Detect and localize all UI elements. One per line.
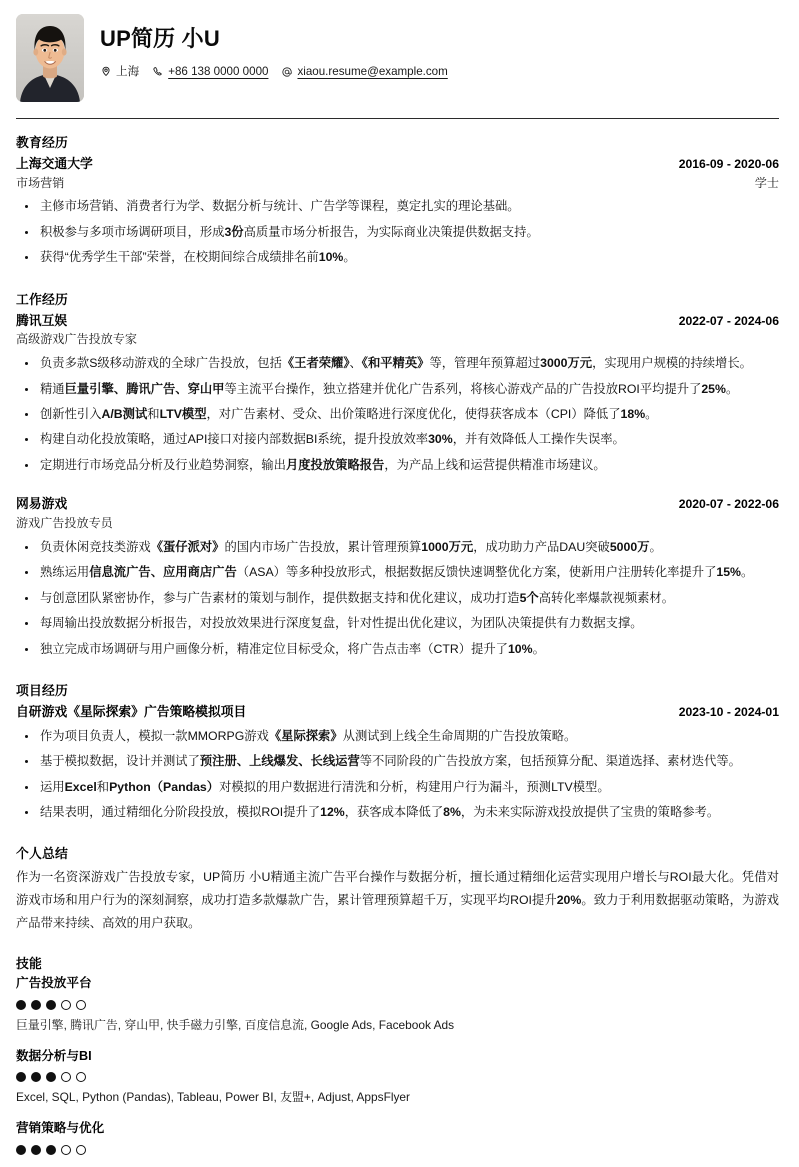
education-date: 2016-09 - 2020-06: [678, 156, 779, 171]
work-date: 2022-07 - 2024-06: [678, 313, 779, 328]
bullet-item: 负责休闲竞技类游戏《蛋仔派对》的国内市场广告投放，累计管理预算1000万元，成功助力产品DAU突破5000万。: [16, 538, 779, 557]
skill-level-dots: [16, 1072, 779, 1082]
contact-location: [100, 63, 139, 81]
project-bullets: [16, 727, 779, 823]
work-entry-tencent: [16, 311, 779, 476]
skill-level-dots: [16, 1000, 779, 1010]
work-role: 高级游戏广告投放专家: [16, 332, 137, 347]
page-title: UP简历 小U: [100, 26, 220, 51]
skill-level-dots: [16, 1145, 779, 1155]
skill-level-dot: [31, 1072, 41, 1082]
skill-level-dot: [16, 1000, 26, 1010]
contact-email-value[interactable]: xiaou.resume@example.com: [297, 65, 448, 79]
bullet-item: 精通巨量引擎、腾讯广告、穿山甲等主流平台操作，独立搭建并优化广告系列，将核心游戏产品的广告投放ROI平均提升了25%。: [16, 380, 779, 399]
skill-level-dot: [16, 1072, 26, 1082]
bullet-item: 熟练运用信息流广告、应用商店广告（ASA）等多种投放形式，根据数据反馈快速调整优化方案，使新用户注册转化率提升了15%。: [16, 563, 779, 582]
work-entry-sub: [16, 514, 779, 533]
bullet-item: 基于模拟数据，设计并测试了预注册、上线爆发、长线运营等不同阶段的广告投放方案，包括预算分配、渠道选择、素材迭代等。: [16, 752, 779, 771]
spacer: [16, 938, 779, 954]
skill-group-name: 营销策略与优化: [16, 1121, 105, 1136]
spacer: [16, 828, 779, 844]
skill-group: [16, 974, 779, 1034]
contact-location-value: 上海: [116, 65, 140, 79]
bullet-item: 定期进行市场竞品分析及行业趋势洞察，输出月度投放策略报告，为产品上线和运营提供精准市场建议。: [16, 456, 779, 475]
skill-level-dot: [31, 1000, 41, 1010]
contact-phone-value[interactable]: +86 138 0000 0000: [168, 65, 269, 79]
skill-group: [16, 1119, 779, 1155]
section-title-project: 项目经历: [16, 683, 68, 699]
education-entry-head: [16, 154, 779, 174]
project-date: 2023-10 - 2024-01: [678, 704, 779, 719]
work-entry-head: [16, 311, 779, 331]
bullet-item: 与创意团队紧密协作，参与广告素材的策划与制作，提供数据支持和优化建议，成功打造5个高转化率爆款视频素材。: [16, 589, 779, 608]
skill-items: Excel, SQL, Python (Pandas), Tableau, Power BI, 友盟+, Adjust, AppsFlyer: [16, 1090, 411, 1105]
section-skills: [16, 954, 779, 1155]
contact-phone[interactable]: [152, 63, 268, 81]
spacer: [16, 274, 779, 290]
section-title-work: 工作经历: [16, 291, 68, 307]
skill-level-dot: [16, 1145, 26, 1155]
bullet-item: 构建自动化投放策略，通过API接口对接内部数据BI系统，提升投放效率30%，并有效降低人工操作失误率。: [16, 430, 779, 449]
project-entry-head: [16, 702, 779, 722]
skill-level-dot: [46, 1145, 56, 1155]
bullet-item: 负责多款S级移动游戏的全球广告投放，包括《王者荣耀》、《和平精英》等，管理年预算超过3000万元，实现用户规模的持续增长。: [16, 354, 779, 373]
bullet-item: 运用Excel和Python（Pandas）对模拟的用户数据进行清洗和分析，构建用户行为漏斗，预测LTV模型。: [16, 778, 779, 797]
skill-items: 巨量引擎, 腾讯广告, 穿山甲, 快手磁力引擎, 百度信息流, Google Ads, Facebook Ads: [16, 1017, 455, 1032]
skill-group-name: 数据分析与BI: [16, 1048, 92, 1063]
skill-level-dot: [61, 1000, 71, 1010]
section-title-summary: 个人总结: [16, 846, 68, 862]
section-project: [16, 681, 779, 822]
header-text: [100, 14, 448, 81]
education-degree: 学士: [754, 175, 779, 190]
bullet-item: 获得“优秀学生干部”荣誉，在校期间综合成绩排名前10%。: [16, 248, 779, 267]
email-at-icon: [281, 66, 293, 78]
skill-level-dot: [46, 1000, 56, 1010]
skill-level-dot: [76, 1000, 86, 1010]
work-entry-netease: [16, 494, 779, 659]
section-education: [16, 133, 779, 268]
education-entry-sub: [16, 174, 779, 193]
avatar: [16, 14, 84, 102]
work-entry-head: [16, 494, 779, 514]
summary-text: 作为一名资深游戏广告投放专家，UP简历 小U精通主流广告平台操作与数据分析，擅长通过精细化运营实现用户增长与ROI最大化。凭借对游戏市场和用户行为的深刻洞察，成功打造多款爆款广告，累计管理预算超千万，实现平均ROI提升20%。致力于利用数据驱动策略，为游戏产品带来持续、高效的用户获取。: [16, 870, 779, 930]
contact-row: [100, 63, 448, 81]
skill-level-dot: [61, 1072, 71, 1082]
bullet-item: 结果表明，通过精细化分阶段投放，模拟ROI提升了12%，获客成本降低了8%，为未来实际游戏投放提供了宝贵的策略参考。: [16, 803, 779, 822]
work-bullets: [16, 538, 779, 659]
spacer: [16, 481, 779, 494]
education-entry: [16, 154, 779, 268]
bullet-item: 积极参与多项市场调研项目，形成3份高质量市场分析报告，为实际商业决策提供数据支持。: [16, 223, 779, 242]
avatar-photo-icon: [16, 14, 84, 102]
section-title-skills: 技能: [16, 955, 42, 971]
skill-level-dot: [76, 1072, 86, 1082]
bullet-item: 作为项目负责人，模拟一款MMORPG游戏《星际探索》从测试到上线全生命周期的广告投放策略。: [16, 727, 779, 746]
work-company: 腾讯互娱: [16, 312, 68, 328]
skill-level-dot: [46, 1072, 56, 1082]
skill-level-dot: [76, 1145, 86, 1155]
work-entry-sub: [16, 330, 779, 349]
phone-icon: [152, 66, 164, 78]
work-date: 2020-07 - 2022-06: [678, 497, 779, 512]
bullet-item: 独立完成市场调研与用户画像分析，精准定位目标受众，将广告点击率（CTR）提升了10%。: [16, 640, 779, 659]
bullet-item: 每周输出投放数据分析报告，对投放效果进行深度复盘，针对性提出优化建议，为团队决策提供有力数据支撑。: [16, 614, 779, 633]
header-divider: [16, 118, 779, 119]
section-work: [16, 290, 779, 659]
section-title-education: 教育经历: [16, 135, 68, 150]
spacer: [16, 665, 779, 681]
skill-group-name: 广告投放平台: [16, 976, 92, 991]
work-bullets: [16, 354, 779, 475]
skills-list: [16, 974, 779, 1154]
education-bullets: [16, 197, 779, 267]
work-company: 网易游戏: [16, 496, 68, 512]
project-name: 自研游戏《星际探索》广告策略模拟项目: [16, 703, 247, 719]
skill-level-dot: [31, 1145, 41, 1155]
bullet-item: 创新性引入A/B测试和LTV模型，对广告素材、受众、出价策略进行深度优化，使得获客成本（CPI）降低了18%。: [16, 405, 779, 424]
location-pin-icon: [100, 66, 112, 78]
work-role: 游戏广告投放专员: [16, 516, 113, 531]
skill-group: [16, 1047, 779, 1107]
skill-level-dot: [61, 1145, 71, 1155]
resume-header: [16, 14, 779, 110]
contact-email[interactable]: [281, 63, 447, 81]
project-entry: [16, 702, 779, 823]
bullet-item: 主修市场营销、消费者行为学、数据分析与统计、广告学等课程，奠定扎实的理论基础。: [16, 197, 779, 216]
education-major: 市场营销: [16, 175, 65, 190]
section-summary: [16, 844, 779, 934]
education-school: 上海交通大学: [16, 155, 93, 171]
